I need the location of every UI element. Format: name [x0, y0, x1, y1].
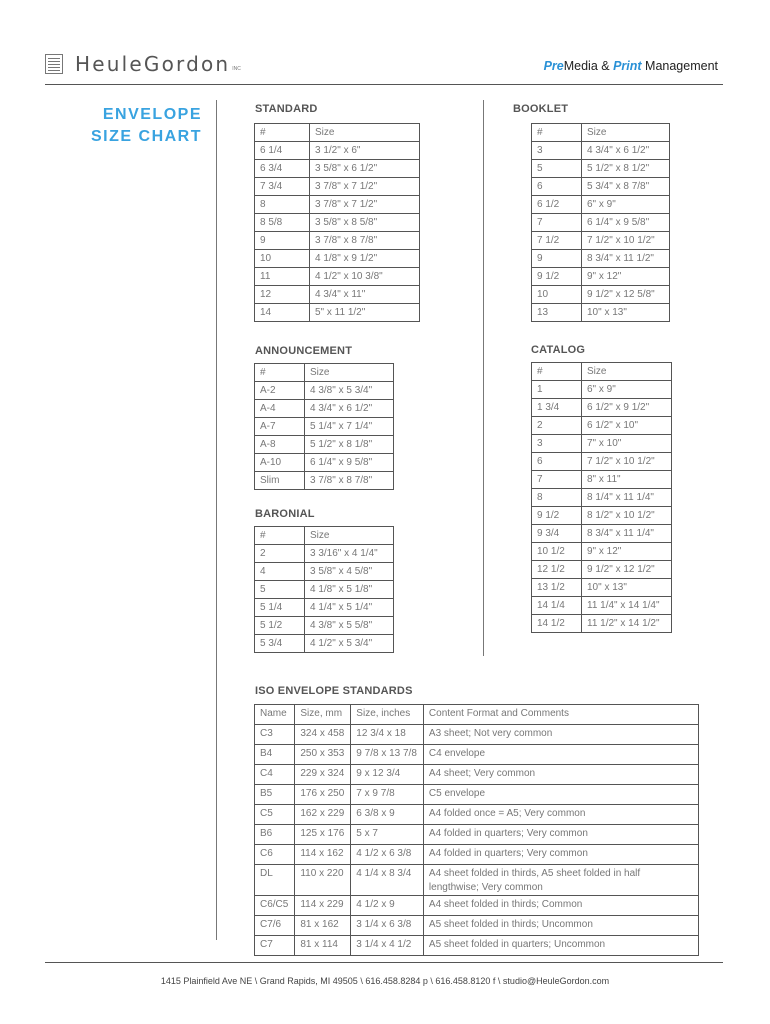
- table-row: [255, 142, 420, 160]
- table-cell: Slim: [255, 472, 305, 490]
- table-cell: 11 1/2" x 14 1/2": [582, 615, 672, 633]
- table-cell: 9" x 12": [582, 543, 672, 561]
- table-cell: 3 7/8" x 8 7/8": [305, 472, 394, 490]
- table-cell: 4 1/8" x 5 1/8": [305, 581, 394, 599]
- table-cell: 10: [255, 250, 310, 268]
- table-cell: 4 1/4" x 5 1/4": [305, 599, 394, 617]
- table-row: [532, 232, 670, 250]
- table-row: [532, 196, 670, 214]
- table-cell: 10: [532, 286, 582, 304]
- table-cell: 13 1/2: [532, 579, 582, 597]
- table-row: [532, 304, 670, 322]
- footer-rule: [45, 962, 723, 963]
- table-row: [255, 454, 394, 472]
- table-cell: 9: [532, 250, 582, 268]
- table-cell: 5 1/2" x 8 1/2": [582, 160, 670, 178]
- column-header: #: [255, 527, 305, 545]
- table-cell: 7: [532, 214, 582, 232]
- standard-table: [254, 123, 420, 322]
- table-cell: 1: [532, 381, 582, 399]
- table-row: [255, 286, 420, 304]
- footer-contact: 1415 Plainfield Ave NE \ Grand Rapids, MI 49505 \ 616.458.8284 p \ 616.458.8120 f \ studio@HeuleGordon.com: [160, 976, 610, 986]
- table-cell: 81 x 114: [295, 936, 351, 956]
- table-cell: 4 1/2" x 5 3/4": [305, 635, 394, 653]
- table-cell: 11: [255, 268, 310, 286]
- table-cell: 250 x 353: [295, 745, 351, 765]
- table-cell: C7: [255, 936, 295, 956]
- table-row: [255, 865, 699, 896]
- column-header: Size, mm: [295, 705, 351, 725]
- table-row: [532, 489, 672, 507]
- column-header: #: [255, 364, 305, 382]
- table-cell: 6: [532, 453, 582, 471]
- table-cell: 6 3/4: [255, 160, 310, 178]
- table-row: [255, 635, 394, 653]
- table-cell: 3 3/16" x 4 1/4": [305, 545, 394, 563]
- column-header: Content Format and Comments: [423, 705, 698, 725]
- table-cell: 3 7/8" x 8 7/8": [310, 232, 420, 250]
- table-row: [255, 196, 420, 214]
- table-cell: A4 folded in quarters; Very common: [423, 825, 698, 845]
- center-divider: [483, 100, 484, 656]
- standard-heading: STANDARD: [255, 103, 318, 115]
- table-cell: A-8: [255, 436, 305, 454]
- table-cell: 4 3/4" x 6 1/2": [305, 400, 394, 418]
- table-row: [532, 543, 672, 561]
- table-cell: 4 3/4" x 11": [310, 286, 420, 304]
- table-cell: 4 1/2 x 6 3/8: [351, 845, 424, 865]
- table-cell: 3 5/8" x 4 5/8": [305, 563, 394, 581]
- table-cell: 12 1/2: [532, 561, 582, 579]
- table-cell: A-7: [255, 418, 305, 436]
- column-header: Size, inches: [351, 705, 424, 725]
- table-row: [532, 507, 672, 525]
- table-cell: A5 sheet folded in quarters; Uncommon: [423, 936, 698, 956]
- table-row: [255, 400, 394, 418]
- table-cell: 6: [532, 178, 582, 196]
- brand-logo: [45, 50, 241, 78]
- table-row: [255, 617, 394, 635]
- title-line-1: ENVELOPE: [102, 106, 202, 123]
- table-cell: 3 5/8" x 6 1/2": [310, 160, 420, 178]
- table-row: [532, 268, 670, 286]
- table-row: [532, 579, 672, 597]
- table-cell: 8: [532, 489, 582, 507]
- table-cell: 5" x 11 1/2": [310, 304, 420, 322]
- table-row: [532, 471, 672, 489]
- table-cell: 3 5/8" x 8 5/8": [310, 214, 420, 232]
- baronial-heading: BARONIAL: [255, 508, 315, 520]
- table-cell: 5: [255, 581, 305, 599]
- table-row: [255, 214, 420, 232]
- table-cell: 14 1/4: [532, 597, 582, 615]
- table-row: [532, 214, 670, 232]
- table-cell: 324 x 458: [295, 725, 351, 745]
- table-cell: 4 1/8" x 9 1/2": [310, 250, 420, 268]
- table-cell: 110 x 220: [295, 865, 351, 896]
- table-cell: 3 1/4 x 4 1/2: [351, 936, 424, 956]
- table-cell: 6 1/2" x 9 1/2": [582, 399, 672, 417]
- table-row: [255, 936, 699, 956]
- table-cell: 3 7/8" x 7 1/2": [310, 196, 420, 214]
- table-cell: 6" x 9": [582, 381, 672, 399]
- table-cell: C4: [255, 765, 295, 785]
- catalog-header-row: [532, 363, 672, 381]
- table-cell: 6 1/4" x 9 5/8": [305, 454, 394, 472]
- table-cell: 6 1/2: [532, 196, 582, 214]
- table-cell: 4 1/2 x 9: [351, 896, 424, 916]
- brand-name: HeuleGordon: [75, 52, 231, 76]
- table-row: [255, 382, 394, 400]
- table-cell: A-2: [255, 382, 305, 400]
- table-cell: 10 1/2: [532, 543, 582, 561]
- table-cell: 4 3/8" x 5 3/4": [305, 382, 394, 400]
- brand-suffix: INC: [232, 66, 241, 72]
- table-cell: 114 x 162: [295, 845, 351, 865]
- table-cell: 114 x 229: [295, 896, 351, 916]
- table-cell: 3 1/4 x 6 3/8: [351, 916, 424, 936]
- table-row: [255, 896, 699, 916]
- table-cell: 3: [532, 435, 582, 453]
- table-cell: 125 x 176: [295, 825, 351, 845]
- title-line-2: SIZE CHART: [91, 128, 202, 145]
- table-cell: 6 1/4: [255, 142, 310, 160]
- catalog-table: [531, 362, 672, 633]
- announcement-table: [254, 363, 394, 490]
- table-cell: 12: [255, 286, 310, 304]
- table-cell: 8 3/4" x 11 1/4": [582, 525, 672, 543]
- table-cell: 9 1/2" x 12 1/2": [582, 561, 672, 579]
- table-row: [532, 160, 670, 178]
- table-row: [255, 304, 420, 322]
- table-cell: 2: [255, 545, 305, 563]
- booklet-heading: BOOKLET: [513, 103, 569, 115]
- table-cell: 7 x 9 7/8: [351, 785, 424, 805]
- table-cell: A4 sheet; Very common: [423, 765, 698, 785]
- tagline-media: Media &: [563, 59, 614, 73]
- left-divider: [216, 100, 217, 940]
- table-cell: 81 x 162: [295, 916, 351, 936]
- table-row: [255, 599, 394, 617]
- table-cell: 6 1/4" x 9 5/8": [582, 214, 670, 232]
- table-cell: 9" x 12": [582, 268, 670, 286]
- iso-header-row: [255, 705, 699, 725]
- table-row: [255, 436, 394, 454]
- table-cell: 13: [532, 304, 582, 322]
- table-cell: 3 1/2" x 6": [310, 142, 420, 160]
- table-cell: 7" x 10": [582, 435, 672, 453]
- table-cell: 3 7/8" x 7 1/2": [310, 178, 420, 196]
- table-cell: 10" x 13": [582, 304, 670, 322]
- table-row: [255, 845, 699, 865]
- table-cell: DL: [255, 865, 295, 896]
- table-cell: 7 1/2" x 10 1/2": [582, 232, 670, 250]
- table-cell: 162 x 229: [295, 805, 351, 825]
- table-cell: 3: [532, 142, 582, 160]
- table-cell: C7/6: [255, 916, 295, 936]
- table-row: [255, 805, 699, 825]
- table-cell: 9: [255, 232, 310, 250]
- tagline: [544, 59, 718, 73]
- table-cell: 9 x 12 3/4: [351, 765, 424, 785]
- booklet-table: [531, 123, 670, 322]
- column-header: Size: [305, 527, 394, 545]
- table-row: [532, 399, 672, 417]
- table-row: [532, 453, 672, 471]
- tagline-management: Management: [641, 59, 718, 73]
- table-cell: 8 3/4" x 11 1/2": [582, 250, 670, 268]
- table-cell: B6: [255, 825, 295, 845]
- announcement-heading: ANNOUNCEMENT: [255, 345, 353, 357]
- column-header: #: [532, 124, 582, 142]
- table-cell: 7 1/2" x 10 1/2": [582, 453, 672, 471]
- table-cell: 4: [255, 563, 305, 581]
- announcement-header-row: [255, 364, 394, 382]
- table-cell: 4 3/4" x 6 1/2": [582, 142, 670, 160]
- table-cell: 14 1/2: [532, 615, 582, 633]
- table-row: [255, 160, 420, 178]
- table-cell: C6: [255, 845, 295, 865]
- table-row: [255, 418, 394, 436]
- column-header: Name: [255, 705, 295, 725]
- table-cell: 4 3/8" x 5 5/8": [305, 617, 394, 635]
- table-cell: 4 1/2" x 10 3/8": [310, 268, 420, 286]
- table-row: [255, 563, 394, 581]
- table-cell: 9 3/4: [532, 525, 582, 543]
- table-row: [255, 785, 699, 805]
- iso-heading: ISO ENVELOPE STANDARDS: [255, 685, 413, 697]
- table-cell: C5: [255, 805, 295, 825]
- table-cell: A4 folded once = A5; Very common: [423, 805, 698, 825]
- table-cell: C6/C5: [255, 896, 295, 916]
- table-cell: C3: [255, 725, 295, 745]
- table-cell: 8 1/2" x 10 1/2": [582, 507, 672, 525]
- table-cell: 8: [255, 196, 310, 214]
- column-header: Size: [310, 124, 420, 142]
- table-cell: 7: [532, 471, 582, 489]
- table-row: [532, 615, 672, 633]
- column-header: #: [532, 363, 582, 381]
- table-cell: 1 3/4: [532, 399, 582, 417]
- table-row: [532, 597, 672, 615]
- table-cell: 2: [532, 417, 582, 435]
- table-cell: B5: [255, 785, 295, 805]
- table-row: [255, 250, 420, 268]
- table-cell: 9 1/2" x 12 5/8": [582, 286, 670, 304]
- table-row: [255, 545, 394, 563]
- table-cell: A4 sheet folded in thirds; Common: [423, 896, 698, 916]
- table-cell: C4 envelope: [423, 745, 698, 765]
- table-row: [532, 250, 670, 268]
- table-row: [255, 472, 394, 490]
- table-cell: A3 sheet; Not very common: [423, 725, 698, 745]
- tagline-pre: Pre: [543, 59, 564, 73]
- table-cell: 5 3/4: [255, 635, 305, 653]
- table-cell: B4: [255, 745, 295, 765]
- table-cell: C5 envelope: [423, 785, 698, 805]
- table-cell: 6 3/8 x 9: [351, 805, 424, 825]
- table-cell: 14: [255, 304, 310, 322]
- table-cell: 4 1/4 x 8 3/4: [351, 865, 424, 896]
- table-cell: 5 x 7: [351, 825, 424, 845]
- iso-table: [254, 704, 699, 956]
- table-cell: A4 sheet folded in thirds, A5 sheet folded in half lengthwise; Very common: [423, 865, 698, 896]
- table-row: [532, 286, 670, 304]
- table-cell: 8 1/4" x 11 1/4": [582, 489, 672, 507]
- table-row: [255, 825, 699, 845]
- table-row: [532, 435, 672, 453]
- table-cell: 6 1/2" x 10": [582, 417, 672, 435]
- table-row: [255, 268, 420, 286]
- table-cell: 6" x 9": [582, 196, 670, 214]
- table-cell: 5: [532, 160, 582, 178]
- table-cell: 9 1/2: [532, 268, 582, 286]
- table-cell: 7 1/2: [532, 232, 582, 250]
- table-cell: 12 3/4 x 18: [351, 725, 424, 745]
- table-cell: A4 folded in quarters; Very common: [423, 845, 698, 865]
- table-cell: A5 sheet folded in thirds; Uncommon: [423, 916, 698, 936]
- table-cell: 7 3/4: [255, 178, 310, 196]
- tagline-print: Print: [613, 59, 642, 73]
- standard-header-row: [255, 124, 420, 142]
- table-cell: 5 1/2" x 8 1/8": [305, 436, 394, 454]
- table-cell: 11 1/4" x 14 1/4": [582, 597, 672, 615]
- brand-mark-icon: [45, 54, 63, 74]
- table-cell: 229 x 324: [295, 765, 351, 785]
- table-cell: 8" x 11": [582, 471, 672, 489]
- table-row: [532, 417, 672, 435]
- table-row: [255, 232, 420, 250]
- booklet-header-row: [532, 124, 670, 142]
- table-row: [255, 745, 699, 765]
- column-header: Size: [582, 124, 670, 142]
- table-cell: 9 1/2: [532, 507, 582, 525]
- table-cell: 5 3/4" x 8 7/8": [582, 178, 670, 196]
- column-header: Size: [582, 363, 672, 381]
- table-row: [532, 561, 672, 579]
- table-cell: 5 1/2: [255, 617, 305, 635]
- table-cell: 5 1/4: [255, 599, 305, 617]
- table-row: [532, 178, 670, 196]
- table-row: [255, 916, 699, 936]
- page-title: [60, 104, 202, 148]
- table-row: [532, 381, 672, 399]
- table-row: [255, 581, 394, 599]
- table-cell: A-10: [255, 454, 305, 472]
- catalog-heading: CATALOG: [531, 344, 586, 356]
- table-cell: 8 5/8: [255, 214, 310, 232]
- table-row: [255, 725, 699, 745]
- table-cell: 10" x 13": [582, 579, 672, 597]
- table-row: [255, 765, 699, 785]
- baronial-table: [254, 526, 394, 653]
- baronial-header-row: [255, 527, 394, 545]
- header-rule: [45, 84, 723, 85]
- column-header: Size: [305, 364, 394, 382]
- table-row: [532, 525, 672, 543]
- table-cell: 5 1/4" x 7 1/4": [305, 418, 394, 436]
- table-row: [255, 178, 420, 196]
- table-cell: 9 7/8 x 13 7/8: [351, 745, 424, 765]
- table-cell: A-4: [255, 400, 305, 418]
- table-row: [532, 142, 670, 160]
- table-cell: 176 x 250: [295, 785, 351, 805]
- column-header: #: [255, 124, 310, 142]
